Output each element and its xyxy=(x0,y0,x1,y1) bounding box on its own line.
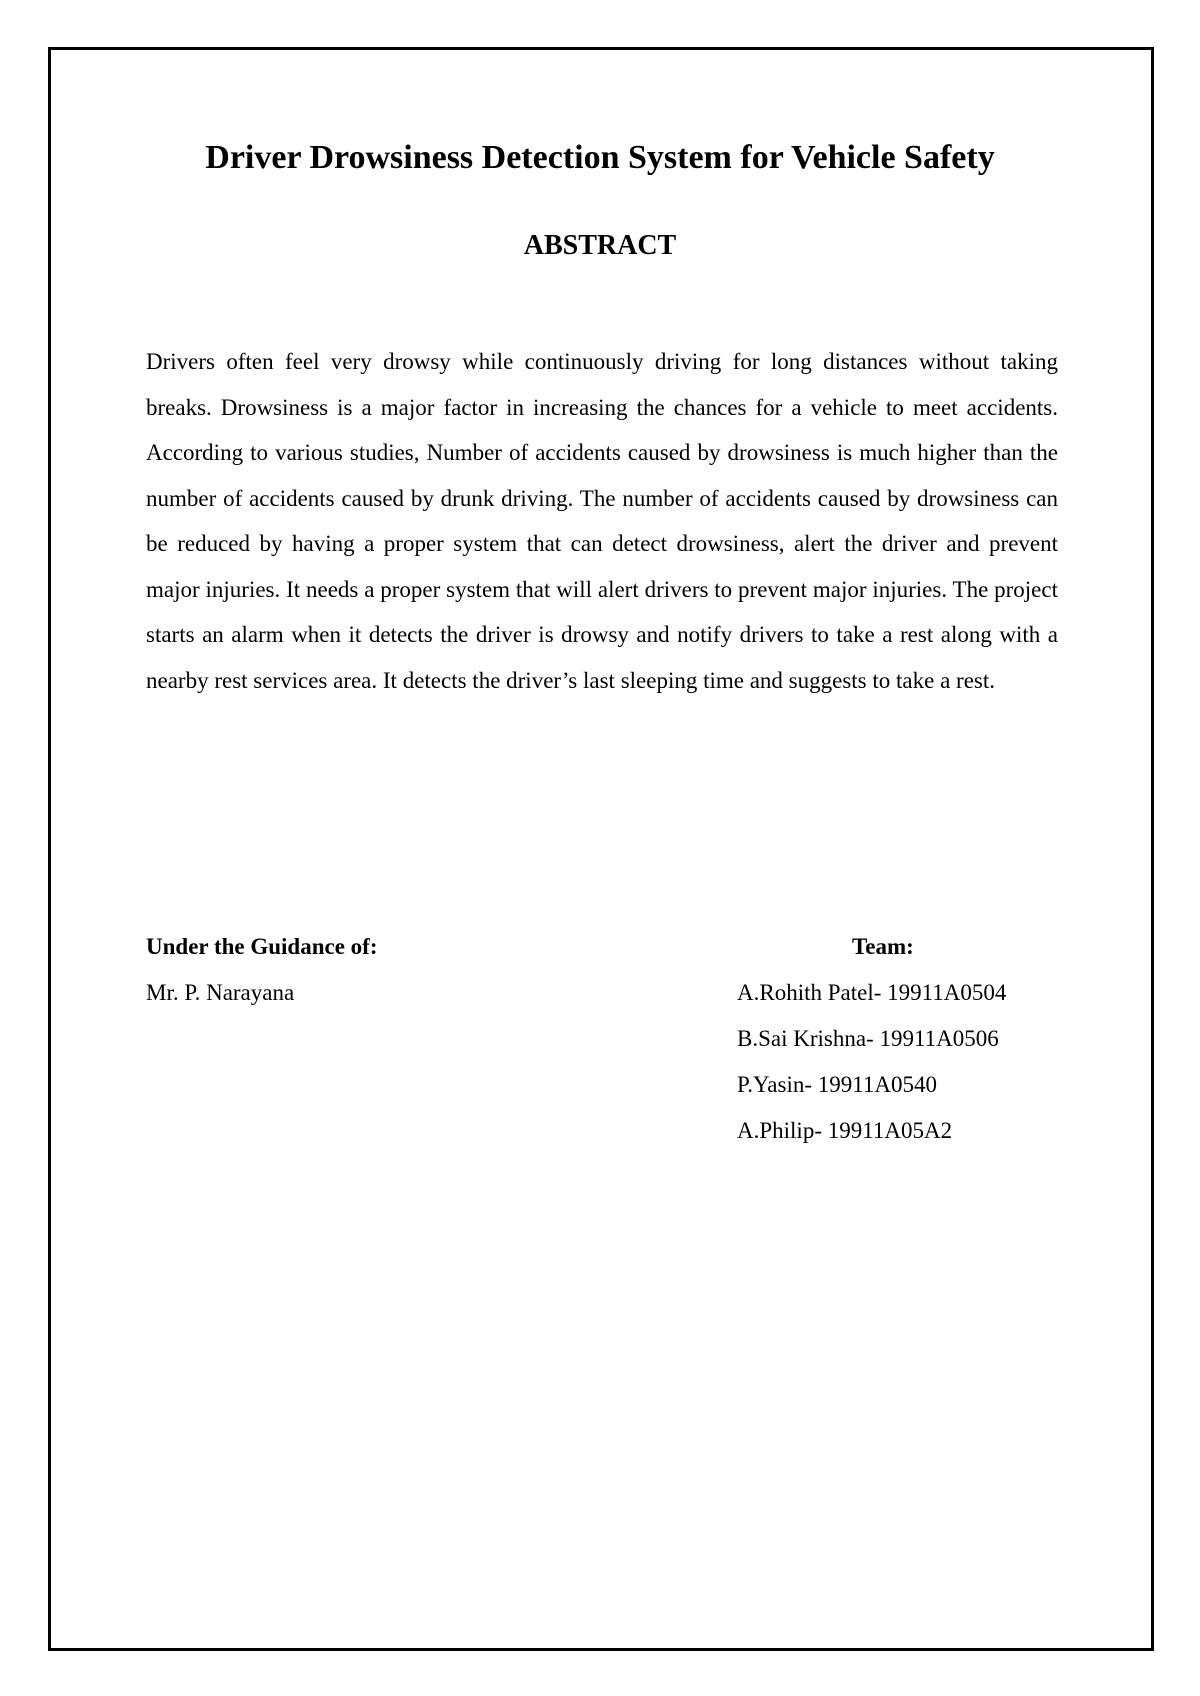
team-member: B.Sai Krishna- 19911A0506 xyxy=(737,1026,999,1051)
abstract-heading: ABSTRACT xyxy=(523,230,677,261)
guide-name: Mr. P. Narayana xyxy=(146,980,295,1005)
team-label: Team: xyxy=(852,934,914,959)
guidance-label: Under the Guidance of: xyxy=(146,934,378,959)
abstract-paragraph: Drivers often feel very drowsy while continuously driving for long distances without taking breaks. Drowsiness is a major factor in increasing the chances for a vehicle to meet accidents. According to various studies, Number of accidents caused by drowsiness is much higher than the number of accidents caused by drunk driving. The number of accidents caused by drowsiness can be reduced by having a proper system that can detect drowsiness, alert the driver and prevent major injuries. It needs a proper system that will alert drivers to prevent major injuries. The project starts an alarm when it detects the driver is drowsy and notify drivers to take a rest along with a nearby rest services area. It detects the driver’s last sleeping time and suggests to take a rest. xyxy=(146,349,1058,693)
team-member-list xyxy=(737,978,1006,1162)
team-member: A.Philip- 19911A05A2 xyxy=(737,1118,953,1143)
page-border xyxy=(48,47,1154,1651)
team-member: P.Yasin- 19911A0540 xyxy=(737,1072,938,1097)
team-member: A.Rohith Patel- 19911A0504 xyxy=(737,980,1007,1005)
document-title: Driver Drowsiness Detection System for Vehicle Safety xyxy=(205,139,995,176)
